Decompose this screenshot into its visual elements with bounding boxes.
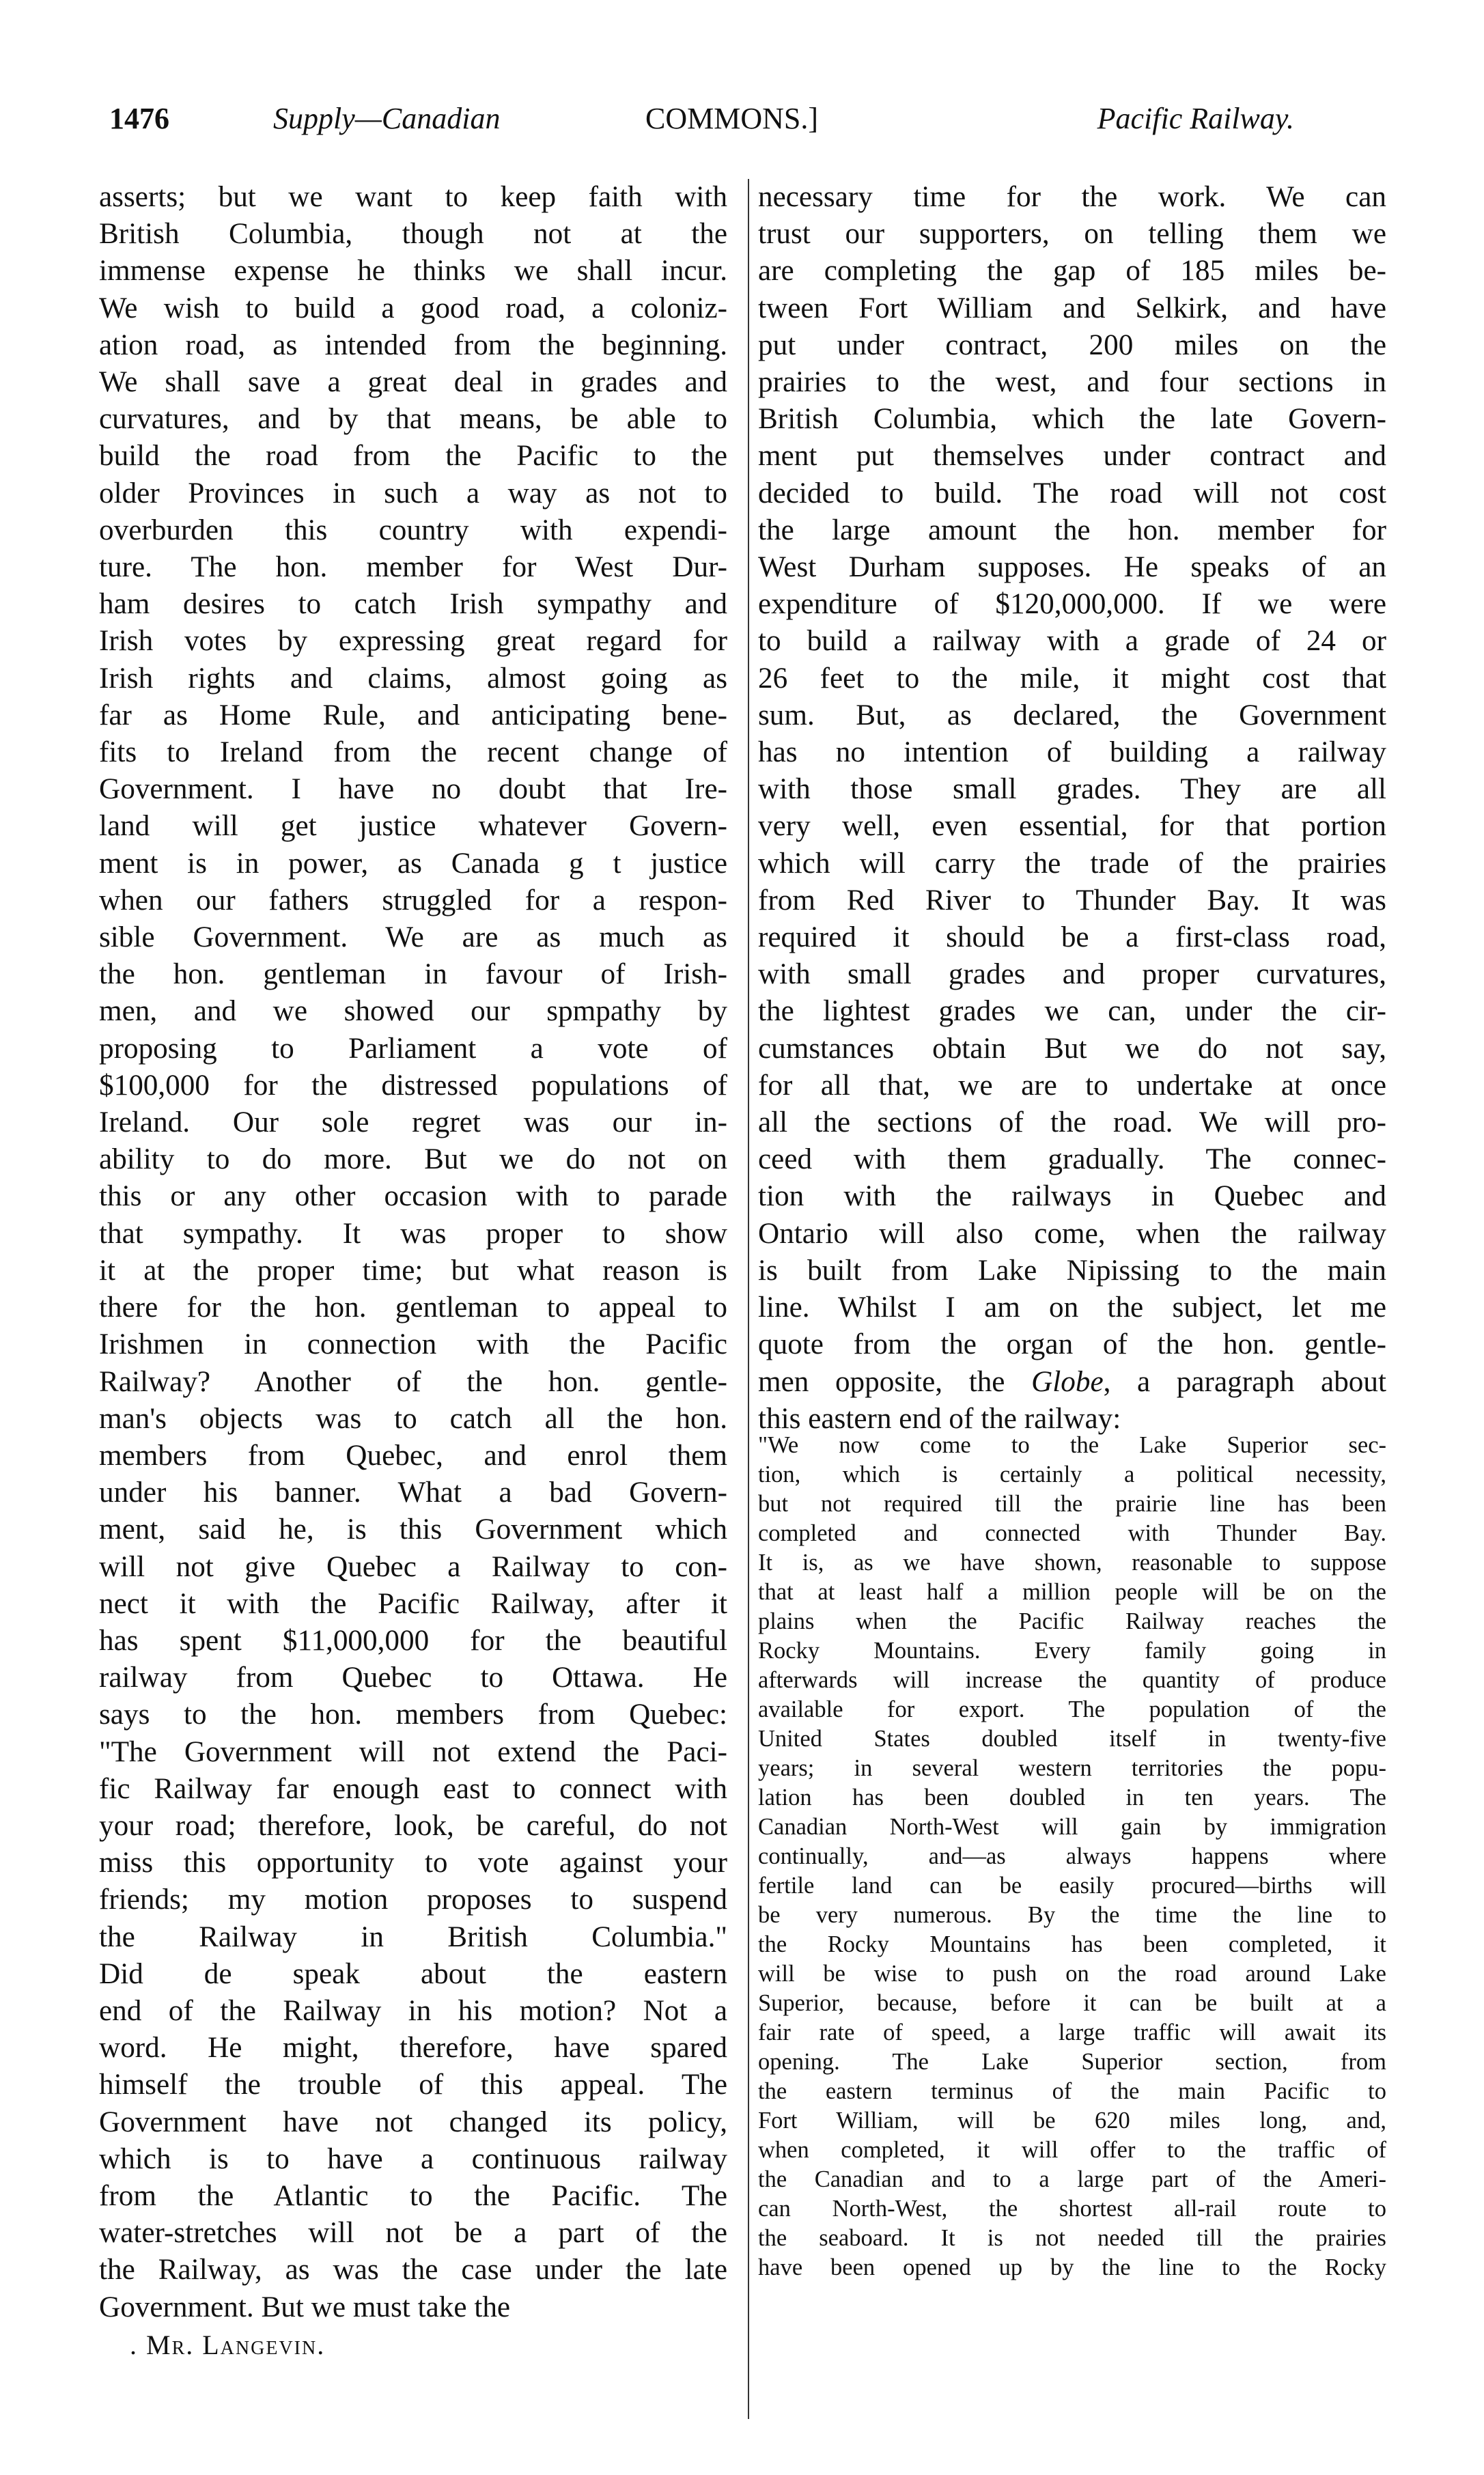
quoted-passage <box>758 1431 1386 2282</box>
text-line: United States doubled itself in twenty-five <box>758 1726 1386 1752</box>
text-line: has no intention of building a railway <box>758 736 1386 769</box>
text-line: be very numerous. By the time the line to <box>758 1902 1386 1928</box>
text-line: necessary time for the work. We can <box>758 181 1386 213</box>
text-line: that sympathy. It was proper to show <box>99 1217 727 1250</box>
page-footer <box>130 2329 325 2361</box>
text-line: older Provinces in such a way as not to <box>99 477 727 509</box>
text-line: are completing the gap of 185 miles be- <box>758 255 1386 288</box>
text-line: the lightest grades we can, under the cir- <box>758 995 1386 1028</box>
text-line: the Railway in British Columbia." <box>99 1920 727 1953</box>
text-line: has spent $11,000,000 for the beautiful <box>99 1624 727 1657</box>
text-line: decided to build. The road will not cost <box>758 477 1386 509</box>
text-line: from Red River to Thunder Bay. It was <box>758 884 1386 917</box>
text-line: man's objects was to catch all the hon. <box>99 1402 727 1435</box>
text-line: plains when the Pacific Railway reaches the <box>758 1608 1386 1634</box>
header-center-title: COMMONS.] <box>645 102 819 135</box>
text-line: trust our supporters, on telling them we <box>758 218 1386 251</box>
text-line: which will carry the trade of the prairies <box>758 847 1386 880</box>
right-column <box>758 179 1386 1438</box>
text-line: land will get justice whatever Govern- <box>99 810 727 843</box>
speaker-name: . Mr. Langevin. <box>130 2330 326 2360</box>
text-line: have been opened up by the line to the Rocky <box>758 2254 1386 2280</box>
text-line: years; in several western territories the popu- <box>758 1755 1386 1781</box>
text-line: when our fathers struggled for a respon- <box>99 884 727 917</box>
text-line: afterwards will increase the quantity of produce <box>758 1667 1386 1693</box>
text-line: asserts; but we want to keep faith with <box>99 181 727 213</box>
text-line: when completed, it will offer to the traffic of <box>758 2137 1386 2163</box>
text-line: ation road, as intended from the beginning. <box>99 328 727 361</box>
newspaper-title: Globe <box>1031 1365 1104 1398</box>
text-line: $100,000 for the distressed populations of <box>99 1069 727 1102</box>
text-line: is built from Lake Nipissing to the main <box>758 1254 1386 1287</box>
left-column <box>99 179 727 2326</box>
text-line: fic Railway far enough east to connect with <box>99 1772 727 1805</box>
text-line: ability to do more. But we do not on <box>99 1143 727 1176</box>
text-line: to build a railway with a grade of 24 or <box>758 625 1386 658</box>
text-line: the Rocky Mountains has been completed, it <box>758 1931 1386 1957</box>
text-line: lation has been doubled in ten years. The <box>758 1785 1386 1810</box>
text-line: quote from the organ of the hon. gentle- <box>758 1328 1386 1361</box>
text-line: Government. I have no doubt that Ire- <box>99 773 727 806</box>
text-line: friends; my motion proposes to suspend <box>99 1884 727 1916</box>
text-line: cumstances obtain But we do not say, <box>758 1032 1386 1065</box>
text-line: ceed with them gradually. The connec- <box>758 1143 1386 1176</box>
header-right-title: Pacific Railway. <box>1097 102 1294 135</box>
text-line: ment is in power, as Canada g t justice <box>99 847 727 880</box>
text-line: Government have not changed its policy, <box>99 2106 727 2138</box>
text-line: Canadian North-West will gain by immigration <box>758 1814 1386 1840</box>
text-line: ment, said he, is this Government which <box>99 1513 727 1546</box>
page-header <box>109 101 1294 149</box>
text-line: immense expense he thinks we shall incur. <box>99 255 727 288</box>
text-line: word. He might, therefore, have spared <box>99 2032 727 2065</box>
column-divider <box>748 179 749 2419</box>
text-line: nect it with the Pacific Railway, after it <box>99 1587 727 1620</box>
text-line: Irishmen in connection with the Pacific <box>99 1328 727 1361</box>
text-line: this or any other occasion with to parade <box>99 1180 727 1213</box>
text-line: the Railway, as was the case under the late <box>99 2254 727 2287</box>
text-line: curvatures, and by that means, be able to <box>99 403 727 436</box>
text-line: the seaboard. It is not needed till the prairies <box>758 2225 1386 2251</box>
text-line: overburden this country with expendi- <box>99 514 727 546</box>
text-line: Ireland. Our sole regret was our in- <box>99 1106 727 1139</box>
text-line: this eastern end of the railway: <box>758 1402 1121 1435</box>
text-line: line. Whilst I am on the subject, let me <box>758 1291 1386 1324</box>
text-line: 26 feet to the mile, it might cost that <box>758 662 1386 695</box>
text-line: sible Government. We are as much as <box>99 921 727 954</box>
text-line: that at least half a million people will be on the <box>758 1579 1386 1605</box>
text-line: with those small grades. They are all <box>758 773 1386 806</box>
text-line: men, and we showed our spmpathy by <box>99 995 727 1028</box>
text-line: with small grades and proper curvatures, <box>758 958 1386 991</box>
text-line: railway from Quebec to Ottawa. He <box>99 1662 727 1694</box>
text-line: expenditure of $120,000,000. If we were <box>758 588 1386 621</box>
text-line: will not give Quebec a Railway to con- <box>99 1550 727 1583</box>
text-line: the eastern terminus of the main Pacific to <box>758 2078 1386 2104</box>
text-line: Did de speak about the eastern <box>99 1957 727 1990</box>
text-line: very well, even essential, for that portion <box>758 810 1386 843</box>
text-line: build the road from the Pacific to the <box>99 440 727 473</box>
text-line: Government. But we must take the <box>99 2291 511 2323</box>
text-line: ture. The hon. member for West Dur- <box>99 551 727 584</box>
text-line: your road; therefore, look, be careful, do not <box>99 1809 727 1842</box>
text-line: ham desires to catch Irish sympathy and <box>99 588 727 621</box>
text-line: tion with the railways in Quebec and <box>758 1180 1386 1213</box>
text-line: members from Quebec, and enrol them <box>99 1439 727 1472</box>
text-line: the hon. gentleman in favour of Irish- <box>99 958 727 991</box>
text-line: available for export. The population of the <box>758 1696 1386 1722</box>
text-line: ment put themselves under contract and <box>758 440 1386 473</box>
text-line: required it should be a first-class road, <box>758 921 1386 954</box>
text-line: will be wise to push on the road around Lake <box>758 1961 1386 1987</box>
text-line: Superior, because, before it can be built at a <box>758 1990 1386 2016</box>
text-line: completed and connected with Thunder Bay. <box>758 1520 1386 1546</box>
text-line: We wish to build a good road, a coloniz- <box>99 292 727 324</box>
text-line: the large amount the hon. member for <box>758 514 1386 546</box>
text-line: British Columbia, which the late Govern- <box>758 403 1386 436</box>
text-line: continually, and—as always happens where <box>758 1843 1386 1869</box>
text-line: Railway? Another of the hon. gentle- <box>99 1365 727 1398</box>
text-line: end of the Railway in his motion? Not a <box>99 1994 727 2027</box>
text-line: from the Atlantic to the Pacific. The <box>99 2179 727 2212</box>
text-line: prairies to the west, and four sections in <box>758 366 1386 399</box>
text-line: says to the hon. members from Quebec: <box>99 1698 727 1731</box>
text-line: for all that, we are to undertake at once <box>758 1069 1386 1102</box>
text-line: Rocky Mountains. Every family going in <box>758 1638 1386 1664</box>
text-line: tween Fort William and Selkirk, and have <box>758 292 1386 324</box>
text-line: Irish rights and claims, almost going as <box>99 662 727 695</box>
text-line: put under contract, 200 miles on the <box>758 328 1386 361</box>
text-line: far as Home Rule, and anticipating bene- <box>99 699 727 731</box>
text-line: We shall save a great deal in grades and <box>99 366 727 399</box>
text-line: the Canadian and to a large part of the Ameri- <box>758 2166 1386 2192</box>
text-line: West Durham supposes. He speaks of an <box>758 551 1386 584</box>
text-line: fair rate of speed, a large traffic will await its <box>758 2019 1386 2045</box>
text-line: all the sections of the road. We will pro- <box>758 1106 1386 1139</box>
text-line: opening. The Lake Superior section, from <box>758 2049 1386 2075</box>
text-line: proposing to Parliament a vote of <box>99 1032 727 1065</box>
text-line: there for the hon. gentleman to appeal to <box>99 1291 727 1324</box>
text-line: Fort William, will be 620 miles long, and, <box>758 2108 1386 2134</box>
text-line: it at the proper time; but what reason is <box>99 1254 727 1287</box>
text-line: Ontario will also come, when the railway <box>758 1217 1386 1250</box>
text-line: himself the trouble of this appeal. The <box>99 2069 727 2101</box>
page-number: 1476 <box>109 102 169 135</box>
header-left-title: Supply—Canadian <box>273 102 501 135</box>
text-line: It is, as we have shown, reasonable to suppose <box>758 1550 1386 1576</box>
text-line: British Columbia, though not at the <box>99 218 727 251</box>
text-line: fertile land can be easily procured—births will <box>758 1873 1386 1899</box>
text-line: but not required till the prairie line has been <box>758 1491 1386 1517</box>
text-line: "We now come to the Lake Superior sec- <box>758 1432 1386 1458</box>
text-line: sum. But, as declared, the Government <box>758 699 1386 731</box>
text-line: Irish votes by expressing great regard for <box>99 625 727 658</box>
text-line: men opposite, the Globe, a paragraph about <box>758 1365 1386 1398</box>
text-line: fits to Ireland from the recent change of <box>99 736 727 769</box>
text-line: which is to have a continuous railway <box>99 2142 727 2175</box>
text-line: tion, which is certainly a political necessity, <box>758 1462 1386 1487</box>
text-line: can North-West, the shortest all-rail route to <box>758 2196 1386 2222</box>
text-line: miss this opportunity to vote against your <box>99 1847 727 1879</box>
text-line: water-stretches will not be a part of the <box>99 2217 727 2250</box>
text-line: "The Government will not extend the Paci- <box>99 1735 727 1768</box>
text-line: under his banner. What a bad Govern- <box>99 1477 727 1509</box>
